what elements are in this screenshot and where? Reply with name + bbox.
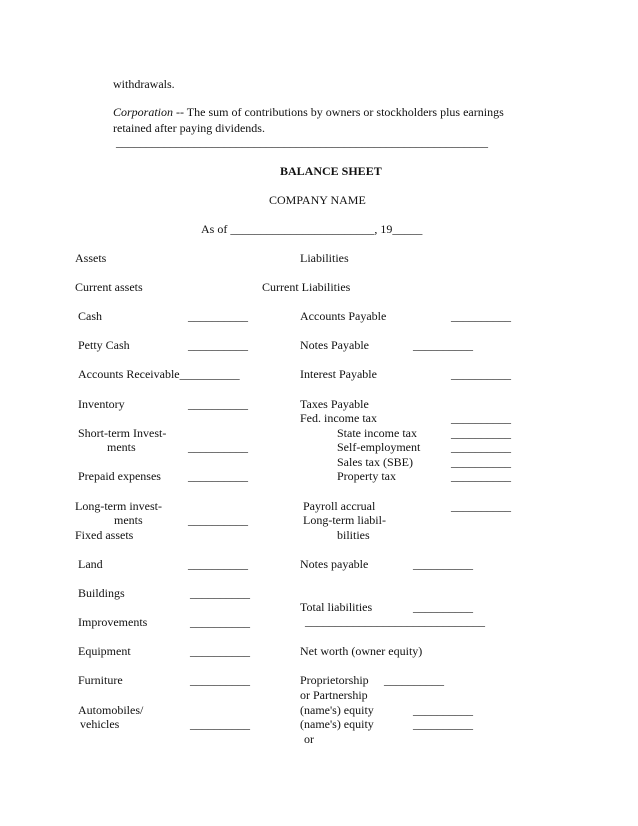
equity-2-blank: __________ bbox=[413, 717, 473, 731]
petty-cash-blank: __________ bbox=[188, 338, 248, 352]
corporation-label: Corporation bbox=[113, 105, 174, 119]
improvements-label: Improvements bbox=[78, 615, 148, 629]
corporation-text: -- The sum of contributions by owners or stockholders plus earnings bbox=[173, 105, 504, 119]
current-assets-heading: Current assets bbox=[75, 280, 143, 294]
prepaid-expenses-label: Prepaid expenses bbox=[78, 469, 161, 483]
long-term-investments-label: Long-term invest- bbox=[75, 499, 162, 513]
prepaid-expenses-blank: __________ bbox=[188, 469, 248, 483]
sales-tax-blank: __________ bbox=[451, 455, 511, 469]
self-employment-blank: __________ bbox=[451, 440, 511, 454]
page-title: BALANCE SHEET bbox=[280, 164, 382, 178]
petty-cash-label: Petty Cash bbox=[78, 338, 130, 352]
long-term-investments-label-2: ments bbox=[114, 513, 143, 527]
fixed-assets-heading: Fixed assets bbox=[75, 528, 134, 542]
total-liabilities-rule: ______________________________ bbox=[305, 614, 485, 628]
total-liabilities-blank: __________ bbox=[413, 600, 473, 614]
cash-label: Cash bbox=[78, 309, 102, 323]
interest-payable-label: Interest Payable bbox=[300, 367, 377, 381]
payroll-accrual-label: Payroll accrual bbox=[303, 499, 376, 513]
short-term-investments-label: Short-term Invest- bbox=[78, 426, 167, 440]
accounts-receivable-label: Accounts Receivable__________ bbox=[78, 367, 240, 381]
notes-payable-blank: __________ bbox=[413, 338, 473, 352]
corporation-definition bbox=[113, 105, 504, 119]
inventory-blank: __________ bbox=[188, 397, 248, 411]
automobiles-blank: __________ bbox=[190, 717, 250, 731]
partnership-label: or Partnership bbox=[300, 688, 368, 702]
total-liabilities-label: Total liabilities bbox=[300, 600, 373, 614]
automobiles-label: Automobiles/ bbox=[78, 703, 144, 717]
accounts-payable-blank: __________ bbox=[451, 309, 511, 323]
or-text: or bbox=[304, 732, 314, 746]
long-term-liabilities-label-2: bilities bbox=[337, 528, 370, 542]
furniture-label: Furniture bbox=[78, 673, 123, 687]
corporation-text-2: retained after paying dividends. bbox=[113, 121, 265, 135]
withdrawals-text: withdrawals. bbox=[113, 77, 175, 91]
long-term-liabilities-label: Long-term liabil- bbox=[303, 513, 386, 527]
self-employment-label: Self-employment bbox=[337, 440, 421, 454]
assets-heading: Assets bbox=[75, 251, 107, 265]
long-term-investments-blank: __________ bbox=[188, 513, 248, 527]
equity-2-label: (name's) equity bbox=[300, 717, 374, 731]
property-tax-blank: __________ bbox=[451, 469, 511, 483]
liabilities-heading: Liabilities bbox=[300, 251, 349, 265]
taxes-payable-label: Taxes Payable bbox=[300, 397, 369, 411]
buildings-blank: __________ bbox=[190, 586, 250, 600]
state-income-tax-label: State income tax bbox=[337, 426, 417, 440]
buildings-label: Buildings bbox=[78, 586, 125, 600]
payroll-accrual-blank: __________ bbox=[451, 499, 511, 513]
sales-tax-label: Sales tax (SBE) bbox=[337, 455, 413, 469]
fed-income-tax-blank: __________ bbox=[451, 411, 511, 425]
improvements-blank: __________ bbox=[190, 615, 250, 629]
land-label: Land bbox=[78, 557, 103, 571]
cash-blank: __________ bbox=[188, 309, 248, 323]
as-of-date: As of ________________________, 19_____ bbox=[201, 222, 423, 236]
notes-payable-lt-label: Notes payable bbox=[300, 557, 369, 571]
accounts-payable-label: Accounts Payable bbox=[300, 309, 387, 323]
section-rule: ______________________________________________________________ bbox=[116, 135, 488, 149]
state-income-tax-blank: __________ bbox=[451, 426, 511, 440]
interest-payable-blank: __________ bbox=[451, 367, 511, 381]
short-term-investments-blank: __________ bbox=[188, 440, 248, 454]
equipment-label: Equipment bbox=[78, 644, 131, 658]
property-tax-label: Property tax bbox=[337, 469, 396, 483]
inventory-label: Inventory bbox=[78, 397, 125, 411]
equity-1-label: (name's) equity bbox=[300, 703, 374, 717]
equipment-blank: __________ bbox=[190, 644, 250, 658]
furniture-blank: __________ bbox=[190, 673, 250, 687]
short-term-investments-label-2: ments bbox=[107, 440, 136, 454]
company-name: COMPANY NAME bbox=[269, 193, 366, 207]
equity-1-blank: __________ bbox=[413, 703, 473, 717]
current-liabilities-heading: Current Liabilities bbox=[262, 280, 351, 294]
notes-payable-lt-blank: __________ bbox=[413, 557, 473, 571]
proprietorship-blank: __________ bbox=[384, 673, 444, 687]
fed-income-tax-label: Fed. income tax bbox=[300, 411, 377, 425]
net-worth-heading: Net worth (owner equity) bbox=[300, 644, 423, 658]
notes-payable-label: Notes Payable bbox=[300, 338, 369, 352]
automobiles-label-2: vehicles bbox=[80, 717, 120, 731]
proprietorship-label: Proprietorship bbox=[300, 673, 369, 687]
land-blank: __________ bbox=[188, 557, 248, 571]
